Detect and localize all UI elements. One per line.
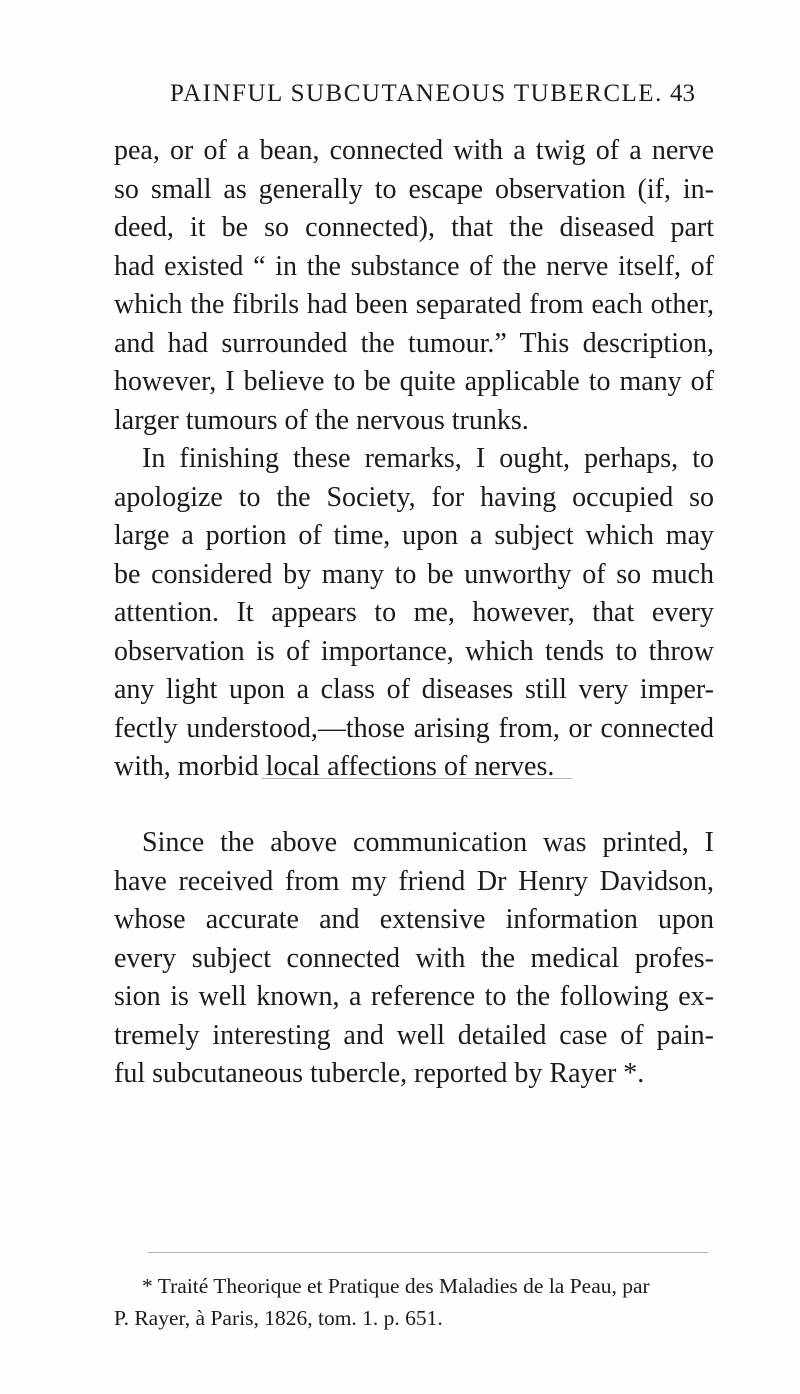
- text-line: and had surrounded the tumour.” This description,: [114, 327, 714, 359]
- text-line: observation is of importance, which tends to throw: [114, 635, 714, 667]
- text-line: every subject connected with the medical profes-: [114, 942, 714, 974]
- text-line: which the fibrils had been separated from each other,: [114, 289, 714, 320]
- text-line: with, morbid local affections of nerves.: [114, 751, 555, 782]
- section-divider: [262, 778, 572, 779]
- paragraph-1: [114, 132, 714, 787]
- text-line: deed, it be so connected), that the diseased part: [114, 212, 714, 243]
- text-line: large a portion of time, upon a subject which may: [114, 520, 714, 551]
- text-line: be considered by many to be unworthy of so much: [114, 558, 714, 590]
- text-line: had existed “ in the substance of the nerve itself, of: [114, 250, 714, 282]
- text-line: tremely interesting and well detailed case of pain-: [114, 1019, 714, 1051]
- text-line: so small as generally to escape observation (if, in-: [114, 173, 714, 205]
- text-line: have received from my friend Dr Henry Davidson,: [114, 865, 714, 897]
- text-line: any light upon a class of diseases still very imper-: [114, 674, 714, 705]
- text-line: pea, or of a bean, connected with a twig of a nerve: [114, 135, 714, 166]
- paragraph-2: [114, 824, 714, 1094]
- text-line: however, I believe to be quite applicable to many of: [114, 366, 714, 397]
- running-title: PAINFUL SUBCUTANEOUS TUBERCLE.: [170, 80, 663, 107]
- footnote-line: * Traité Theorique et Pratique des Maladies de la Peau, par: [142, 1274, 650, 1298]
- text-line: In finishing these remarks, I ought, perhaps, to: [142, 443, 714, 474]
- text-line: ful subcutaneous tubercle, reported by Rayer *.: [114, 1058, 645, 1089]
- page-number: 43: [670, 80, 695, 107]
- text-line: attention. It appears to me, however, that every: [114, 597, 714, 628]
- text-line: apologize to the Society, for having occupied so: [114, 481, 714, 513]
- text-line: whose accurate and extensive information upon: [114, 904, 714, 935]
- footnote: [114, 1270, 714, 1334]
- footnote-line: P. Rayer, à Paris, 1826, tom. 1. p. 651.: [114, 1306, 443, 1330]
- footnote-divider: [148, 1252, 708, 1253]
- text-line: sion is well known, a reference to the following ex-: [114, 981, 714, 1012]
- text-line: fectly understood,—those arising from, or connected: [114, 712, 714, 744]
- text-line: larger tumours of the nervous trunks.: [114, 404, 529, 436]
- text-line: Since the above communication was printed, I: [142, 827, 714, 858]
